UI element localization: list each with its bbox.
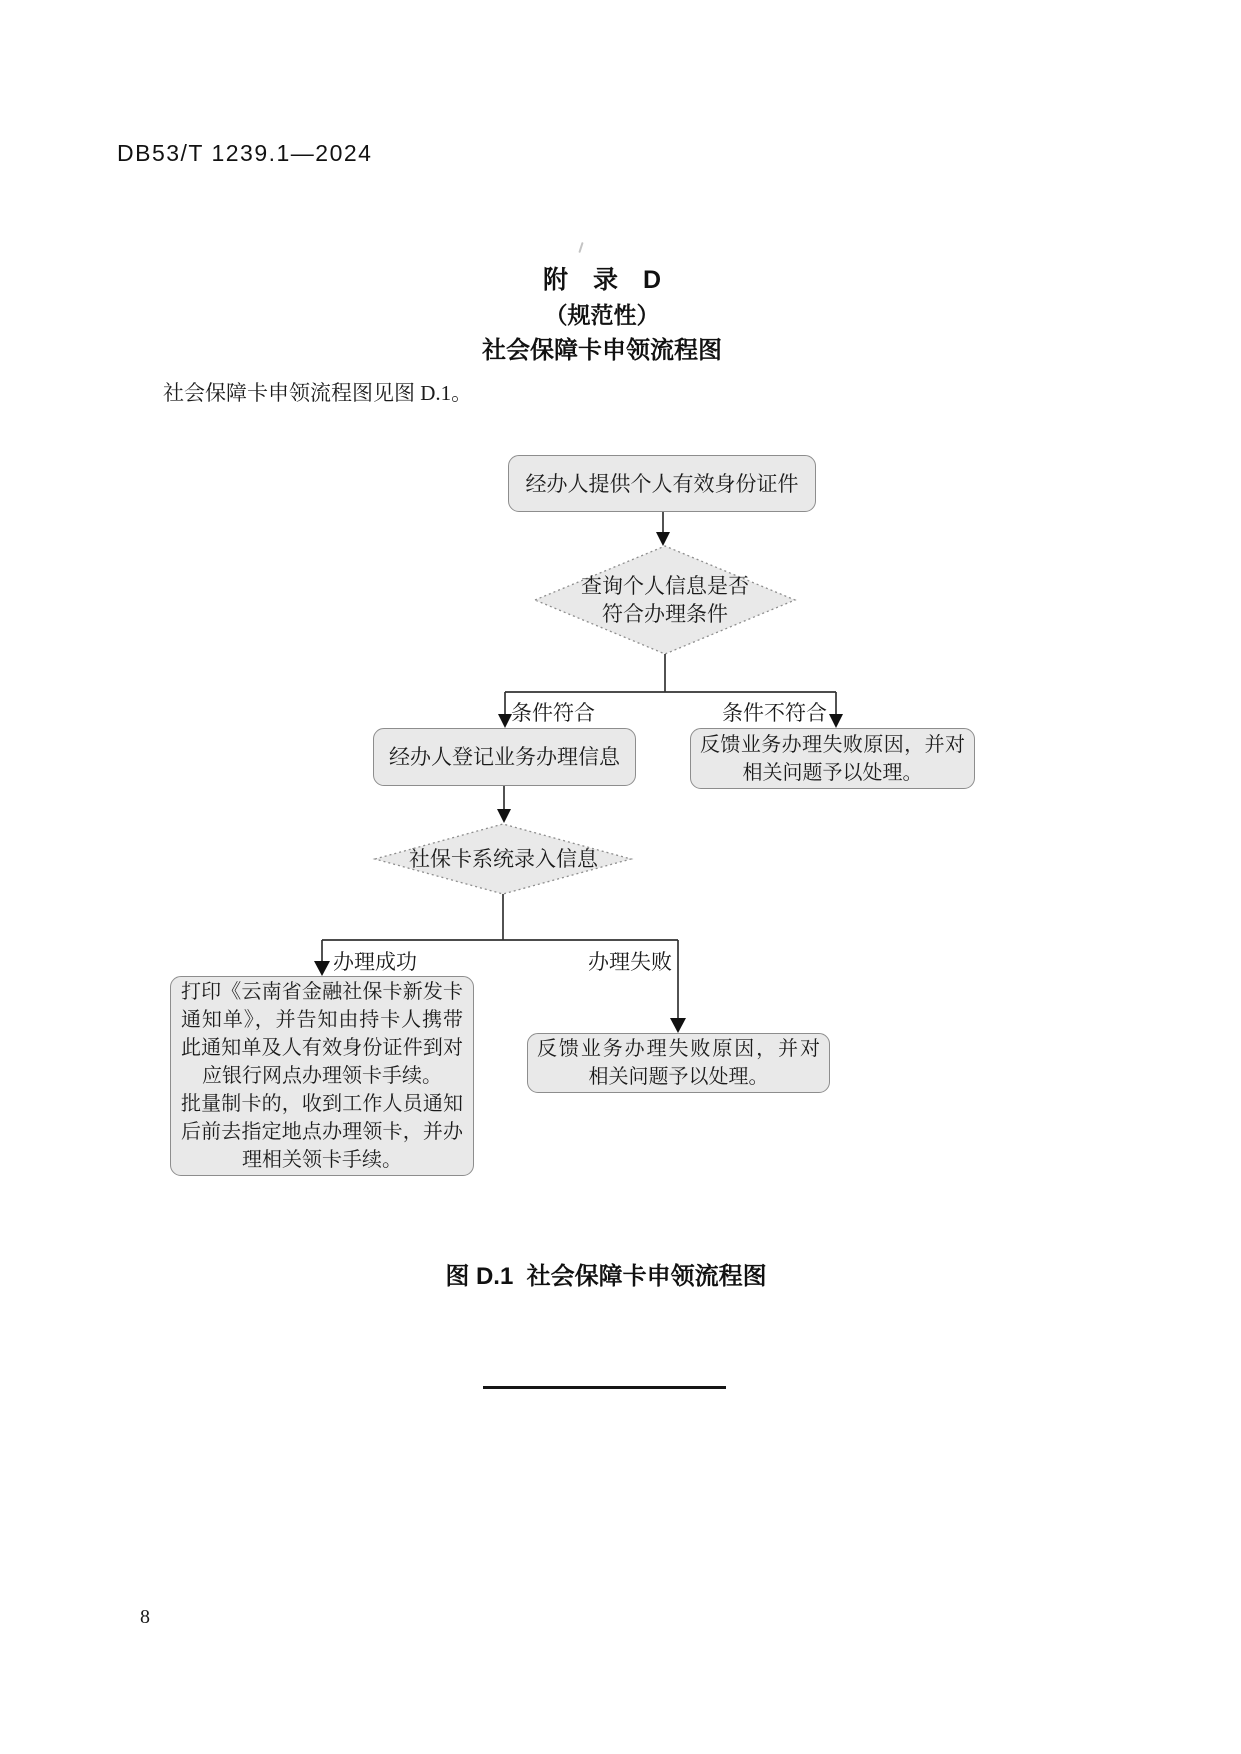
figure-caption: 图 D.1 社会保障卡申领流程图 (445, 1263, 767, 1290)
step-feedback-bottom (527, 1033, 830, 1093)
label-process-success: 办理成功 (333, 950, 417, 974)
step-register-info-text: 经办人登记业务办理信息 (389, 745, 620, 769)
step-feedback-top-line1: 反馈业务办理失败原因，并对 (700, 733, 965, 756)
step-provide-id-text: 经办人提供个人有效身份证件 (525, 471, 799, 496)
step-print-notice-line4: 应银行网点办理领卡手续。 (202, 1065, 442, 1087)
arrowhead-split-g (670, 1018, 686, 1033)
arrowhead-split-f (314, 961, 330, 976)
decision-check-info-line2: 符合办理条件 (602, 602, 728, 626)
standard-number: DB53/T 1239.1—2024 (117, 140, 373, 166)
label-condition-met: 条件符合 (511, 701, 595, 725)
appendix-subtitle: 社会保障卡申领流程图 (482, 337, 722, 364)
page-number: 8 (140, 1606, 150, 1628)
appendix-normative-label: （规范性） (544, 302, 660, 328)
step-feedback-bottom-line1: 反馈业务办理失败原因，并对 (537, 1038, 820, 1060)
arrowhead-a-b (656, 532, 670, 546)
step-print-notice-line1: 打印《云南省金融社保卡新发卡 (181, 981, 463, 1003)
arrowhead-split-c (498, 714, 512, 728)
step-feedback-top-line2: 相关问题予以处理。 (742, 761, 923, 784)
label-process-fail: 办理失败 (588, 950, 672, 974)
appendix-title: 附 录 D (542, 266, 662, 294)
decision-system-entry-text: 社保卡系统录入信息 (409, 847, 598, 871)
step-print-notice-line5: 批量制卡的，收到工作人员通知 (181, 1093, 463, 1115)
decision-check-info-line1: 查询个人信息是否 (581, 574, 749, 598)
step-provide-id (508, 455, 816, 512)
intro-paragraph: 社会保障卡申领流程图见图 D.1。 (163, 381, 473, 405)
decision-system-entry (377, 845, 630, 873)
arrowhead-c-e (497, 809, 511, 823)
step-feedback-bottom-line2: 相关问题予以处理。 (588, 1066, 769, 1088)
step-print-notice-line3: 此通知单及人有效身份证件到对 (181, 1037, 463, 1059)
arrowhead-split-d (829, 714, 843, 728)
step-print-notice-line2: 通知单》，并告知由持卡人携带 (181, 1009, 463, 1031)
step-print-notice-line6: 后前去指定地点办理领卡，并办 (181, 1121, 463, 1143)
document-end-rule (483, 1386, 726, 1389)
step-register-info (373, 728, 636, 786)
step-feedback-top (690, 728, 975, 789)
label-condition-not-met: 条件不符合 (722, 701, 827, 725)
step-print-notice-line7: 理相关领卡手续。 (242, 1149, 402, 1171)
decision-check-info (535, 572, 795, 628)
step-print-notice (170, 976, 474, 1176)
